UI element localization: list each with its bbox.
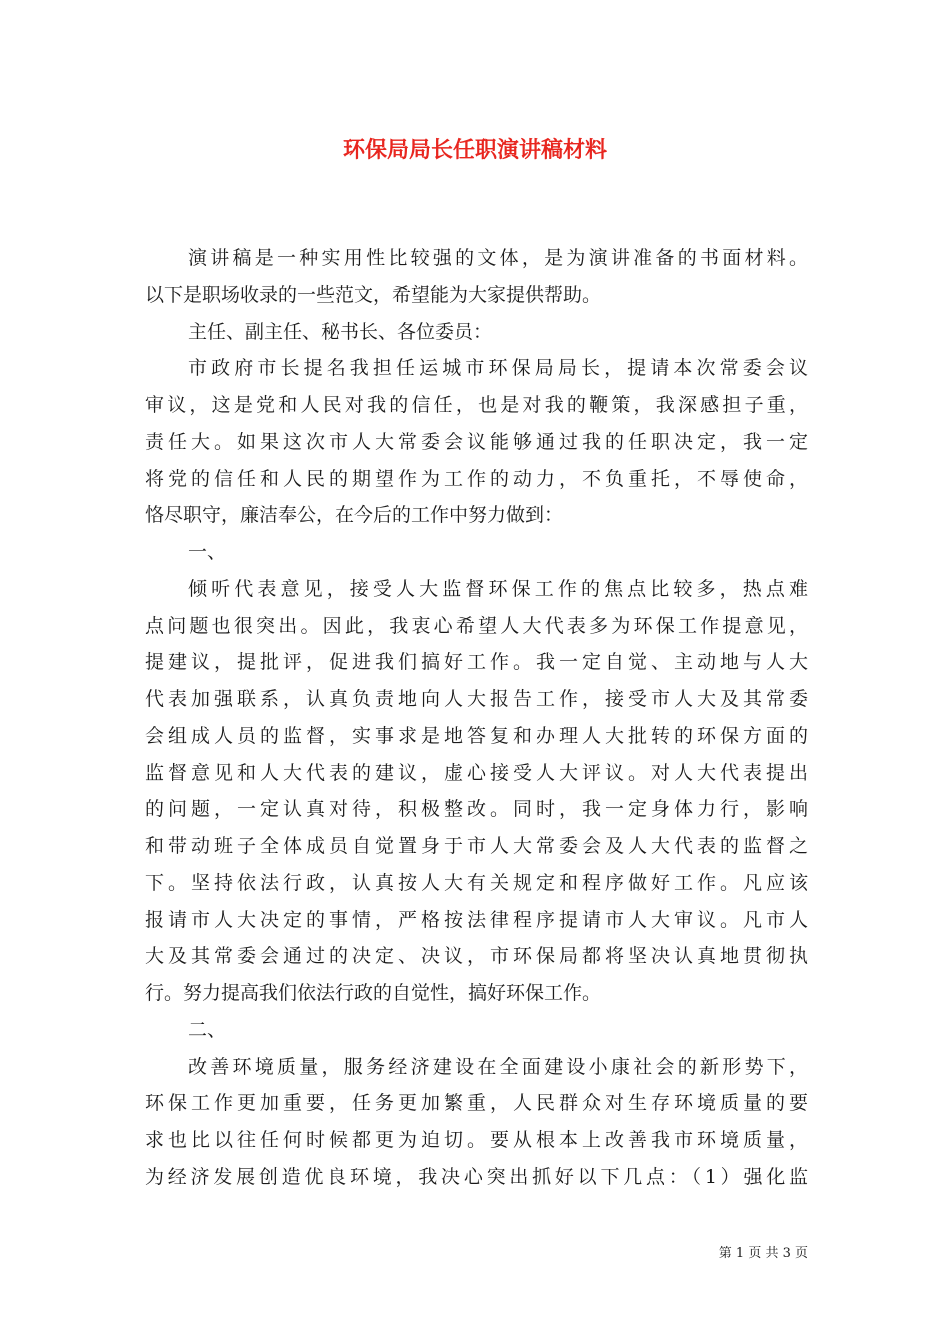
text-line: 演讲稿是一种实用性比较强的文体，是为演讲准备的书面材料。	[188, 247, 808, 269]
text-line: 恪尽职守，廉洁奉公，在今后的工作中努力做到：	[145, 504, 564, 527]
document-body	[145, 240, 808, 1196]
text-line: 二、	[188, 1018, 227, 1041]
page-number-footer: 第 1 页 共 3 页	[718, 1246, 808, 1261]
document-title: 环保局局长任职演讲稿材料	[342, 137, 607, 163]
text-line: 代表加强联系，认真负责地向人大报告工作，接受市人大及其常委	[145, 688, 808, 710]
text-line: 改善环境质量，服务经济建设在全面建设小康社会的新形势下，	[188, 1055, 808, 1078]
text-line: 的问题，一定认真对待，积极整改。同时，我一定身体力行，影响	[145, 798, 808, 821]
text-line: 倾听代表意见，接受人大监督环保工作的焦点比较多，热点难	[188, 577, 808, 600]
text-line: 提建议，提批评，促进我们搞好工作。我一定自觉、主动地与人大	[145, 651, 808, 674]
text-line: 会组成人员的监督，实事求是地答复和办理人大批转的环保方面的	[145, 724, 808, 747]
text-line: 为经济发展创造优良环境，我决心突出抓好以下几点：（1）强化监	[145, 1165, 808, 1188]
text-line: 主任、副主任、秘书长、各位委员：	[188, 320, 493, 343]
text-line: 以下是职场收录的一些范文，希望能为大家提供帮助。	[145, 283, 602, 306]
text-line: 行。努力提高我们依法行政的自觉性，搞好环保工作。	[145, 982, 602, 1004]
text-line: 监督意见和人大代表的建议，虚心接受人大评议。对人大代表提出	[145, 761, 808, 784]
text-line: 审议，这是党和人民对我的信任，也是对我的鞭策，我深感担子重，	[145, 394, 808, 416]
text-line: 下。坚持依法行政，认真按人大有关规定和程序做好工作。凡应该	[145, 871, 808, 894]
text-line: 点问题也很突出。因此，我衷心希望人大代表多为环保工作提意见，	[145, 614, 808, 637]
text-line: 责任大。如果这次市人大常委会议能够通过我的任职决定，我一定	[145, 430, 808, 453]
text-line: 一、	[188, 541, 227, 563]
text-line: 大及其常委会通过的决定、决议，市环保局都将坚决认真地贯彻执	[145, 945, 808, 968]
text-line: 市政府市长提名我担任运城市环保局局长，提请本次常委会议	[188, 357, 808, 380]
text-line: 将党的信任和人民的期望作为工作的动力，不负重托，不辱使命，	[145, 467, 808, 490]
text-line: 报请市人大决定的事情，严格按法律程序提请市人大审议。凡市人	[145, 908, 808, 931]
text-line: 和带动班子全体成员自觉置身于市人大常委会及人大代表的监督之	[145, 835, 808, 857]
text-line: 求也比以往任何时候都更为迫切。要从根本上改善我市环境质量，	[145, 1129, 808, 1151]
text-line: 环保工作更加重要，任务更加繁重，人民群众对生存环境质量的要	[145, 1092, 808, 1115]
